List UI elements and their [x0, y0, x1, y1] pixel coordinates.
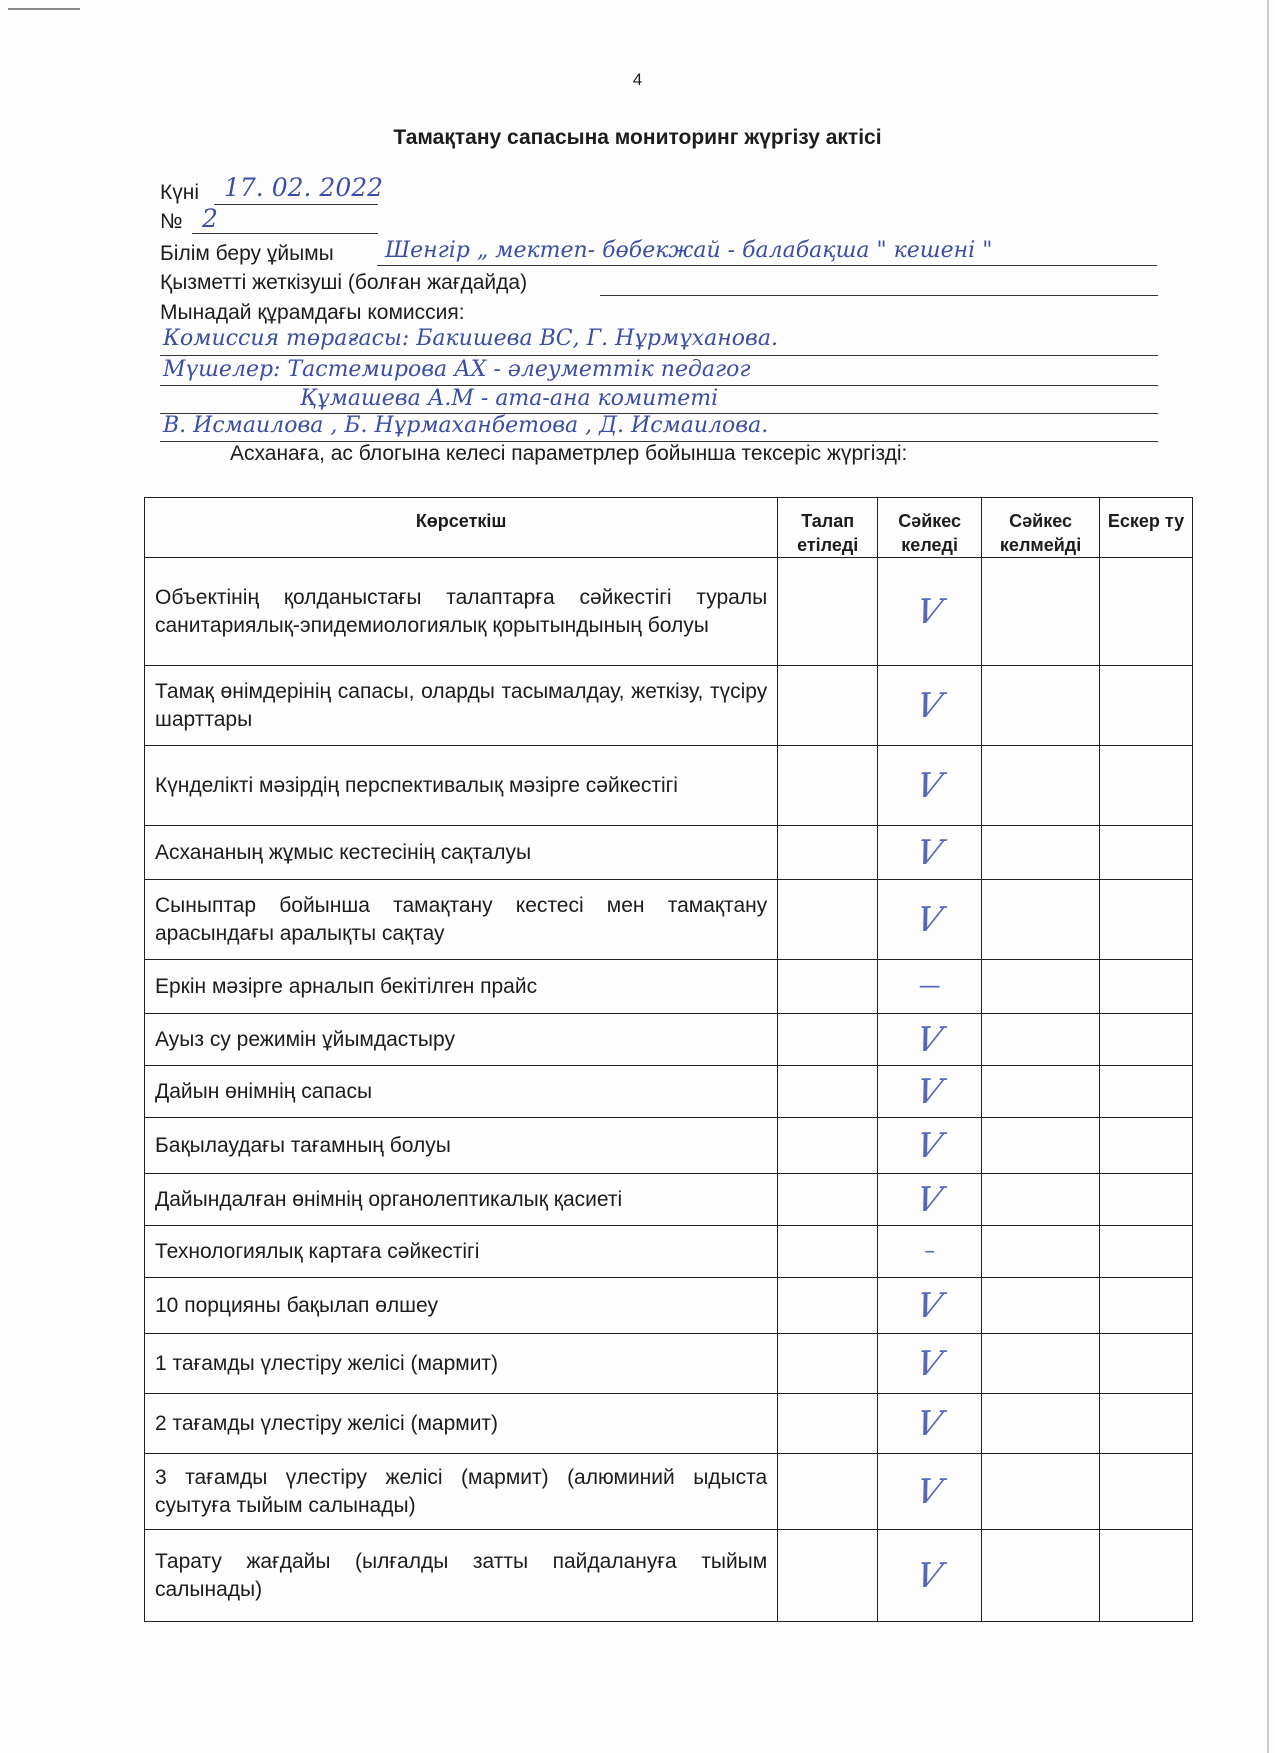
noncompliant-cell: [982, 558, 1100, 666]
indicator-cell: Еркін мәзірге арналып бекітілген прайс: [145, 960, 778, 1014]
indicator-cell: 1 тағамды үлестіру желісі (мармит): [145, 1334, 778, 1394]
indicator-cell: Күнделікті мәзірдің перспективалық мәзірге сәйкестігі: [145, 746, 778, 826]
handwritten-check-mark: V: [913, 1285, 947, 1326]
indicator-cell: Тамақ өнімдерінің сапасы, оларды тасымалдау, жеткізу, түсіру шарттары: [145, 666, 778, 746]
indicator-cell: Технологиялық картаға сәйкестігі: [145, 1226, 778, 1278]
handwritten-check-mark: V: [913, 899, 947, 940]
table-row: [145, 1066, 1193, 1118]
required-cell: [778, 1334, 878, 1394]
table-row: [145, 826, 1193, 880]
commission-member-4: В. Исмаилова , Б. Нұрмаханбетова , Д. Исмаилова.: [163, 413, 769, 438]
noncompliant-cell: [982, 1334, 1100, 1394]
noncompliant-cell: [982, 1530, 1100, 1622]
required-cell: [778, 1394, 878, 1454]
compliant-cell: [878, 826, 982, 880]
header-noncompliant: Сәйкес келмейді: [982, 498, 1100, 558]
org-value: Шенгір „ мектеп- бөбекжай - балабақша " кешені ": [385, 238, 993, 263]
compliant-cell: [878, 1394, 982, 1454]
compliant-cell: [878, 960, 982, 1014]
table-row: [145, 746, 1193, 826]
noncompliant-cell: [982, 1394, 1100, 1454]
inspection-intro: Асханаға, ас блогына келесі параметрлер бойынша тексеріс жүргізді:: [230, 442, 908, 465]
table-row: [145, 880, 1193, 960]
indicator-cell: Дайындалған өнімнің органолептикалық қасиеті: [145, 1174, 778, 1226]
handwritten-check-mark: V: [913, 1179, 947, 1220]
compliant-cell: [878, 1454, 982, 1530]
indicator-cell: Бақылаудағы тағамның болуы: [145, 1118, 778, 1174]
compliant-cell: [878, 558, 982, 666]
note-cell: [1100, 1454, 1193, 1530]
required-cell: [778, 1014, 878, 1066]
indicator-cell: Ауыз су режимін ұйымдастыру: [145, 1014, 778, 1066]
commission-member-2: Мүшелер: Тастемирова АХ - әлеуметтік педагог: [163, 357, 751, 382]
handwritten-check-mark: V: [913, 1403, 947, 1444]
compliant-cell: [878, 1066, 982, 1118]
table-row: [145, 558, 1193, 666]
compliant-cell: [878, 1530, 982, 1622]
noncompliant-cell: [982, 666, 1100, 746]
provider-underline: [600, 295, 1158, 296]
handwritten-check-mark: V: [913, 1125, 947, 1166]
indicator-cell: 3 тағамды үлестіру желісі (мармит) (алюминий ыдыста суытуға тыйым салынады): [145, 1454, 778, 1530]
required-cell: [778, 1118, 878, 1174]
inspection-table: [144, 497, 1193, 1622]
note-cell: [1100, 880, 1193, 960]
header-note: Ескер ту: [1100, 498, 1193, 558]
indicator-cell: 10 порцияны бақылап өлшеу: [145, 1278, 778, 1334]
required-cell: [778, 746, 878, 826]
indicator-cell: Сыныптар бойынша тамақтану кестесі мен тамақтану арасындағы аралықты сақтау: [145, 880, 778, 960]
header-compliant: Сәйкес келеді: [878, 498, 982, 558]
commission-member-1: Комиссия төрағасы: Бакишева ВС, Г. Нұрмұханова.: [163, 326, 778, 351]
date-value: 17. 02. 2022: [224, 173, 384, 202]
header-indicator: Көрсеткіш: [145, 498, 778, 558]
note-cell: [1100, 1174, 1193, 1226]
indicator-cell: Объектінің қолданыстағы талаптарға сәйкестігі туралы санитариялық-эпидемиологиялық қорытындының болуы: [145, 558, 778, 666]
noncompliant-cell: [982, 1174, 1100, 1226]
compliant-cell: [878, 1226, 982, 1278]
required-cell: [778, 1454, 878, 1530]
handwritten-check-mark: V: [913, 685, 947, 726]
noncompliant-cell: [982, 1226, 1100, 1278]
required-cell: [778, 1530, 878, 1622]
table-row: [145, 666, 1193, 746]
indicator-cell: 2 тағамды үлестіру желісі (мармит): [145, 1394, 778, 1454]
number-underline: [192, 233, 378, 234]
handwritten-check-mark: V: [913, 1019, 947, 1060]
handwritten-check-mark: V: [913, 1471, 947, 1512]
note-cell: [1100, 826, 1193, 880]
org-underline: [377, 265, 1157, 266]
handwritten-check-mark: V: [913, 1555, 947, 1596]
compliant-cell: [878, 1174, 982, 1226]
commission-member-3: Құмашева А.М - ата-ана комитеті: [300, 386, 719, 411]
table-row: [145, 1174, 1193, 1226]
header-required: Талап етіледі: [778, 498, 878, 558]
required-cell: [778, 558, 878, 666]
note-cell: [1100, 746, 1193, 826]
table-row: [145, 960, 1193, 1014]
noncompliant-cell: [982, 1066, 1100, 1118]
noncompliant-cell: [982, 880, 1100, 960]
note-cell: [1100, 1118, 1193, 1174]
noncompliant-cell: [982, 960, 1100, 1014]
table-row: [145, 1394, 1193, 1454]
note-cell: [1100, 1394, 1193, 1454]
noncompliant-cell: [982, 1014, 1100, 1066]
required-cell: [778, 1174, 878, 1226]
page-title: Тамақтану сапасына мониторинг жүргізу актісі: [393, 126, 882, 149]
indicator-cell: Тарату жағдайы (ылғалды затты пайдалануға тыйым салынады): [145, 1530, 778, 1622]
table-row: [145, 1454, 1193, 1530]
table-row: [145, 1530, 1193, 1622]
date-underline: [214, 204, 378, 205]
handwritten-check-mark: V: [913, 765, 947, 806]
noncompliant-cell: [982, 826, 1100, 880]
table-row: [145, 1226, 1193, 1278]
note-cell: [1100, 666, 1193, 746]
required-cell: [778, 960, 878, 1014]
scan-artifact-line: [8, 8, 80, 10]
required-cell: [778, 666, 878, 746]
number-value: 2: [202, 204, 218, 233]
page-number: 4: [632, 70, 643, 89]
handwritten-dash-mark: –: [924, 1239, 936, 1264]
provider-label: Қызметті жеткізуші (болған жағдайда): [160, 271, 528, 294]
scan-edge-shadow: [1267, 0, 1269, 1753]
required-cell: [778, 1226, 878, 1278]
compliant-cell: [878, 746, 982, 826]
table-row: [145, 1334, 1193, 1394]
table-row: [145, 1118, 1193, 1174]
table-header-row: [145, 498, 1193, 558]
compliant-cell: [878, 880, 982, 960]
required-cell: [778, 1066, 878, 1118]
noncompliant-cell: [982, 1278, 1100, 1334]
note-cell: [1100, 558, 1193, 666]
note-cell: [1100, 1066, 1193, 1118]
required-cell: [778, 880, 878, 960]
note-cell: [1100, 1014, 1193, 1066]
table-row: [145, 1278, 1193, 1334]
note-cell: [1100, 960, 1193, 1014]
required-cell: [778, 826, 878, 880]
date-label: Күні: [160, 181, 199, 204]
required-cell: [778, 1278, 878, 1334]
handwritten-check-mark: V: [913, 832, 947, 873]
note-cell: [1100, 1530, 1193, 1622]
noncompliant-cell: [982, 1118, 1100, 1174]
compliant-cell: [878, 1334, 982, 1394]
note-cell: [1100, 1278, 1193, 1334]
compliant-cell: [878, 666, 982, 746]
note-cell: [1100, 1334, 1193, 1394]
handwritten-check-mark: V: [913, 591, 947, 632]
handwritten-dash-mark: —: [918, 974, 941, 999]
number-label: №: [160, 210, 183, 233]
handwritten-check-mark: V: [913, 1071, 947, 1112]
noncompliant-cell: [982, 1454, 1100, 1530]
commission-label: Мынадай құрамдағы комиссия:: [160, 301, 465, 324]
org-label: Білім беру ұйымы: [160, 242, 334, 265]
note-cell: [1100, 1226, 1193, 1278]
commission-line-1: [160, 355, 1158, 356]
compliant-cell: [878, 1278, 982, 1334]
handwritten-check-mark: V: [913, 1343, 947, 1384]
table-row: [145, 1014, 1193, 1066]
noncompliant-cell: [982, 746, 1100, 826]
indicator-cell: Дайын өнімнің сапасы: [145, 1066, 778, 1118]
compliant-cell: [878, 1014, 982, 1066]
indicator-cell: Асхананың жұмыс кестесінің сақталуы: [145, 826, 778, 880]
compliant-cell: [878, 1118, 982, 1174]
